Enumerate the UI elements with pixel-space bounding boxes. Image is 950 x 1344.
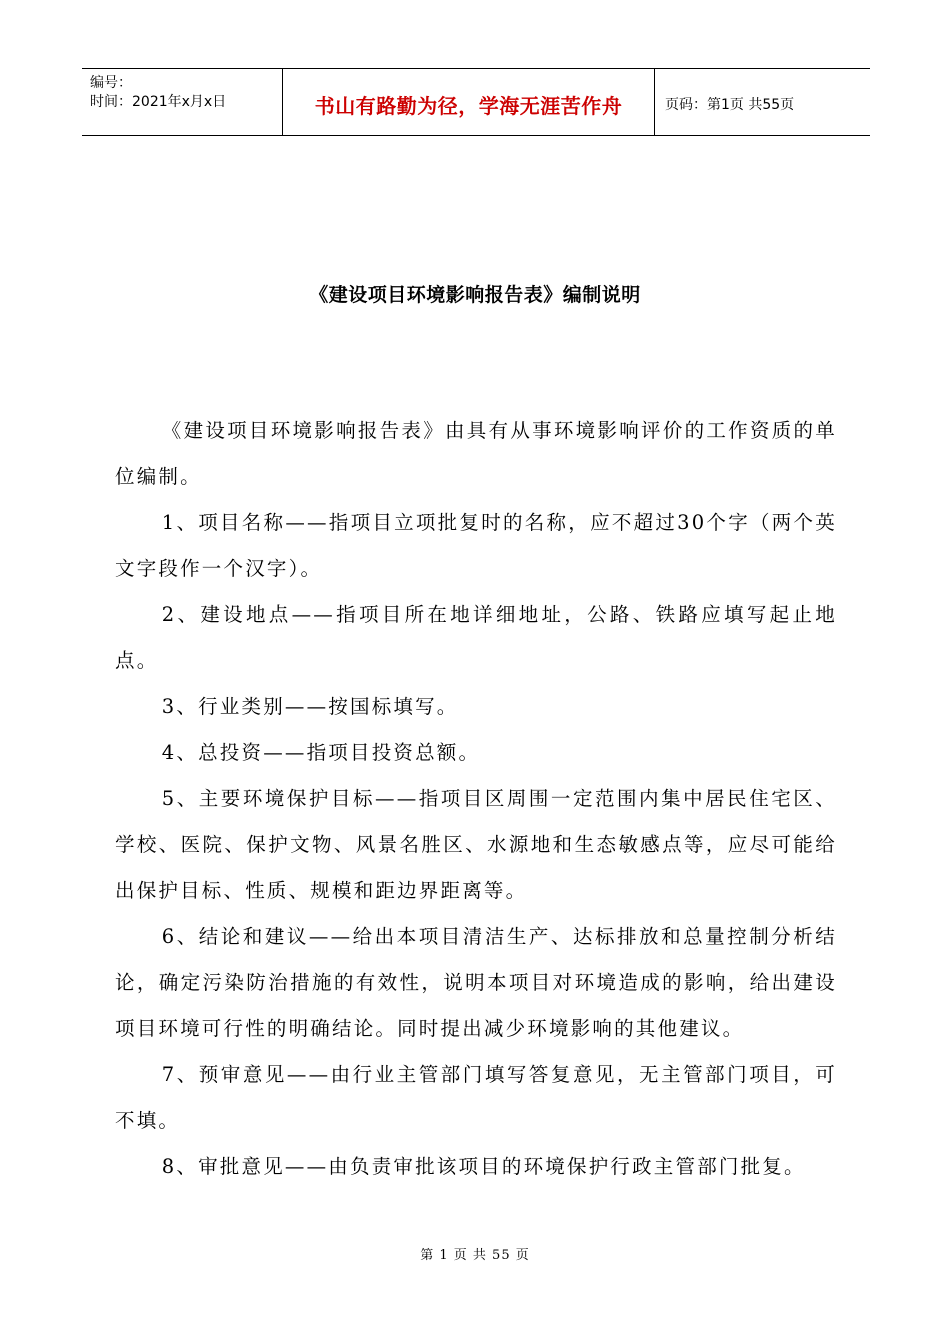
page-footer: 第 1 页 共 55 页 xyxy=(420,1248,530,1263)
paragraph-item-8: 8、审批意见——由负责审批该项目的环境保护行政主管部门批复。 xyxy=(161,1155,806,1178)
paragraph-item-2: 2、建设地点——指项目所在地详细地址，公路、铁路应填写起止地点。 xyxy=(115,603,837,672)
document-time-label: 时间：2021年x月x日 xyxy=(90,94,227,110)
paragraph-item-5: 5、主要环境保护目标——指项目区周围一定范围内集中居民住宅区、学校、医院、保护文物、风景名胜区、水源地和生态敏感点等，应尽可能给出保护目标、性质、规模和距边界距离等。 xyxy=(115,787,837,902)
paragraph-item-4: 4、总投资——指项目投资总额。 xyxy=(161,741,481,764)
header-table xyxy=(82,68,870,136)
document-number-label: 编号： xyxy=(90,75,132,91)
header-meta-cell xyxy=(82,69,282,135)
paragraph-item-7: 7、预审意见——由行业主管部门填写答复意见，无主管部门项目，可不填。 xyxy=(115,1063,837,1132)
header-page-info: 页码：第1页 共55页 xyxy=(665,97,795,113)
document-body xyxy=(115,408,837,1190)
header-motto: 书山有路勤为径，学海无涯苦作舟 xyxy=(282,69,655,135)
document-title: 《建设项目环境影响报告表》编制说明 xyxy=(309,284,641,306)
paragraph-item-3: 3、行业类别——按国标填写。 xyxy=(161,695,459,718)
paragraph-intro: 《建设项目环境影响报告表》由具有从事环境影响评价的工作资质的单位编制。 xyxy=(115,419,837,488)
paragraph-item-1: 1、项目名称——指项目立项批复时的名称，应不超过30个字（两个英文字段作一个汉字）。 xyxy=(115,511,837,580)
paragraph-item-6: 6、结论和建议——给出本项目清洁生产、达标排放和总量控制分析结论，确定污染防治措施的有效性，说明本项目对环境造成的影响，给出建设项目环境可行性的明确结论。同时提出减少环境影响的其他建议。 xyxy=(115,925,837,1040)
